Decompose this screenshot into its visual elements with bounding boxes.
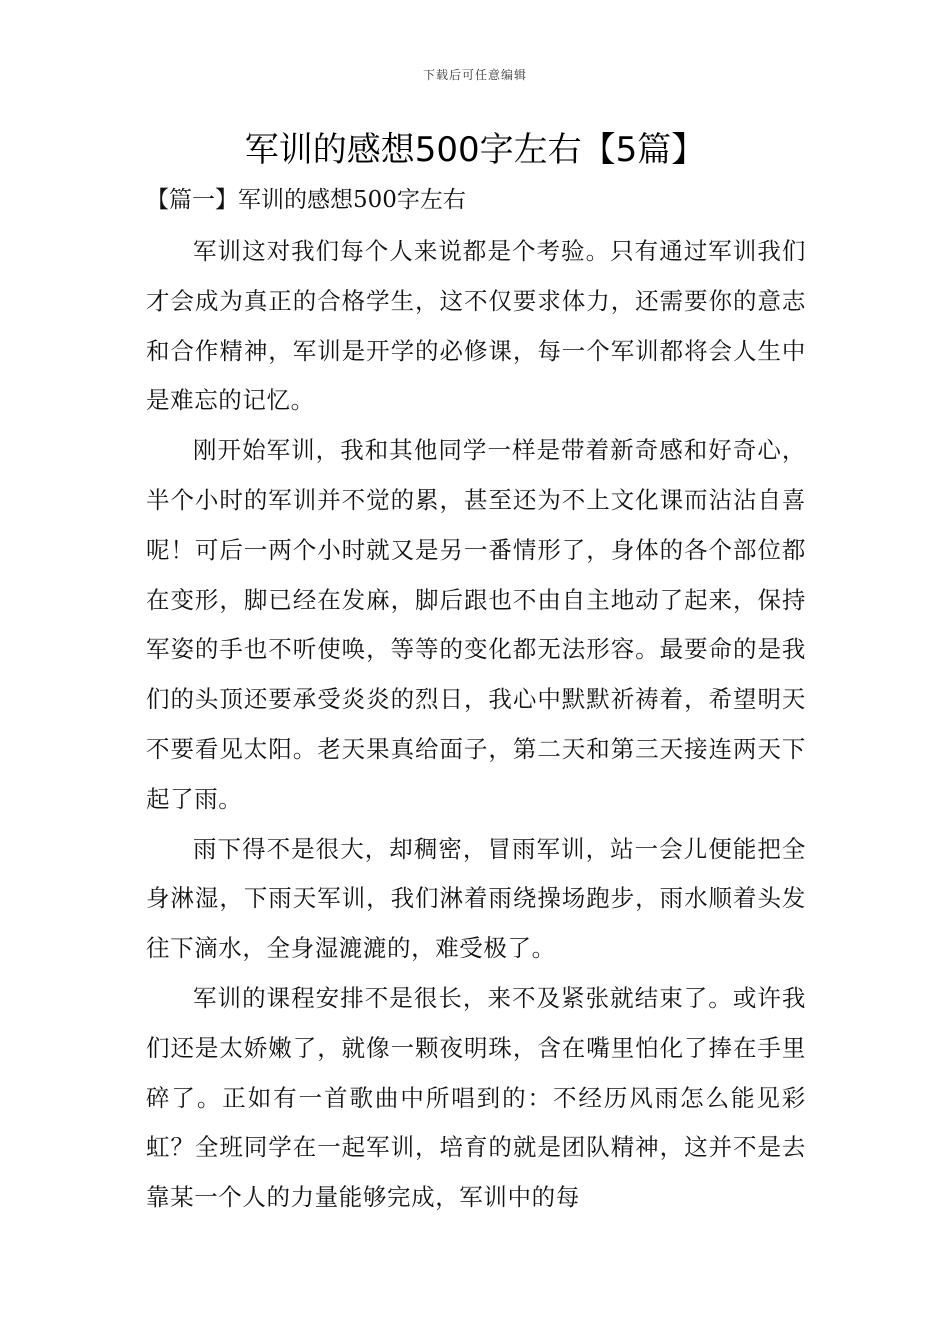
- document-title: 军训的感想500字左右【5篇】: [244, 130, 706, 170]
- paragraph: 军训这对我们每个人来说都是个考验。只有通过军训我们才会成为真正的合格学生，这不仅要求体力，还需要你的意志和合作精神，军训是开学的必修课，每一个军训都将会人生中是难忘的记忆。: [146, 237, 806, 415]
- header-note: 下载后可任意编辑: [422, 68, 527, 82]
- section-heading: 【篇一】军训的感想500字左右: [146, 187, 466, 213]
- body-text: [146, 227, 806, 1223]
- paragraph: 雨下得不是很大，却稠密，冒雨军训，站一会儿便能把全身淋湿，下雨天军训，我们淋着雨绕操场跑步，雨水顺着头发往下滴水，全身湿漉漉的，难受极了。: [146, 834, 806, 963]
- paragraph: 军训的课程安排不是很长，来不及紧张就结束了。或许我们还是太娇嫩了，就像一颗夜明珠，含在嘴里怕化了捧在手里碎了。正如有一首歌曲中所唱到的：不经历风雨怎么能见彩虹？全班同学在一起军训，培育的就是团队精神，这并不是去靠某一个人的力量能够完成，军训中的每: [146, 983, 806, 1212]
- paragraph: 刚开始军训，我和其他同学一样是带着新奇感和好奇心，半个小时的军训并不觉的累，甚至还为不上文化课而沾沾自喜呢！可后一两个小时就又是另一番情形了，身体的各个部位都在变形，脚已经在发麻，脚后跟也不由自主地动了起来，保持军姿的手也不听使唤，等等的变化都无法形容。最要命的是我们的头顶还要承受炎炎的烈日，我心中默默祈祷着，希望明天不要看见太阳。老天果真给面子，第二天和第三天接连两天下起了雨。: [146, 436, 806, 813]
